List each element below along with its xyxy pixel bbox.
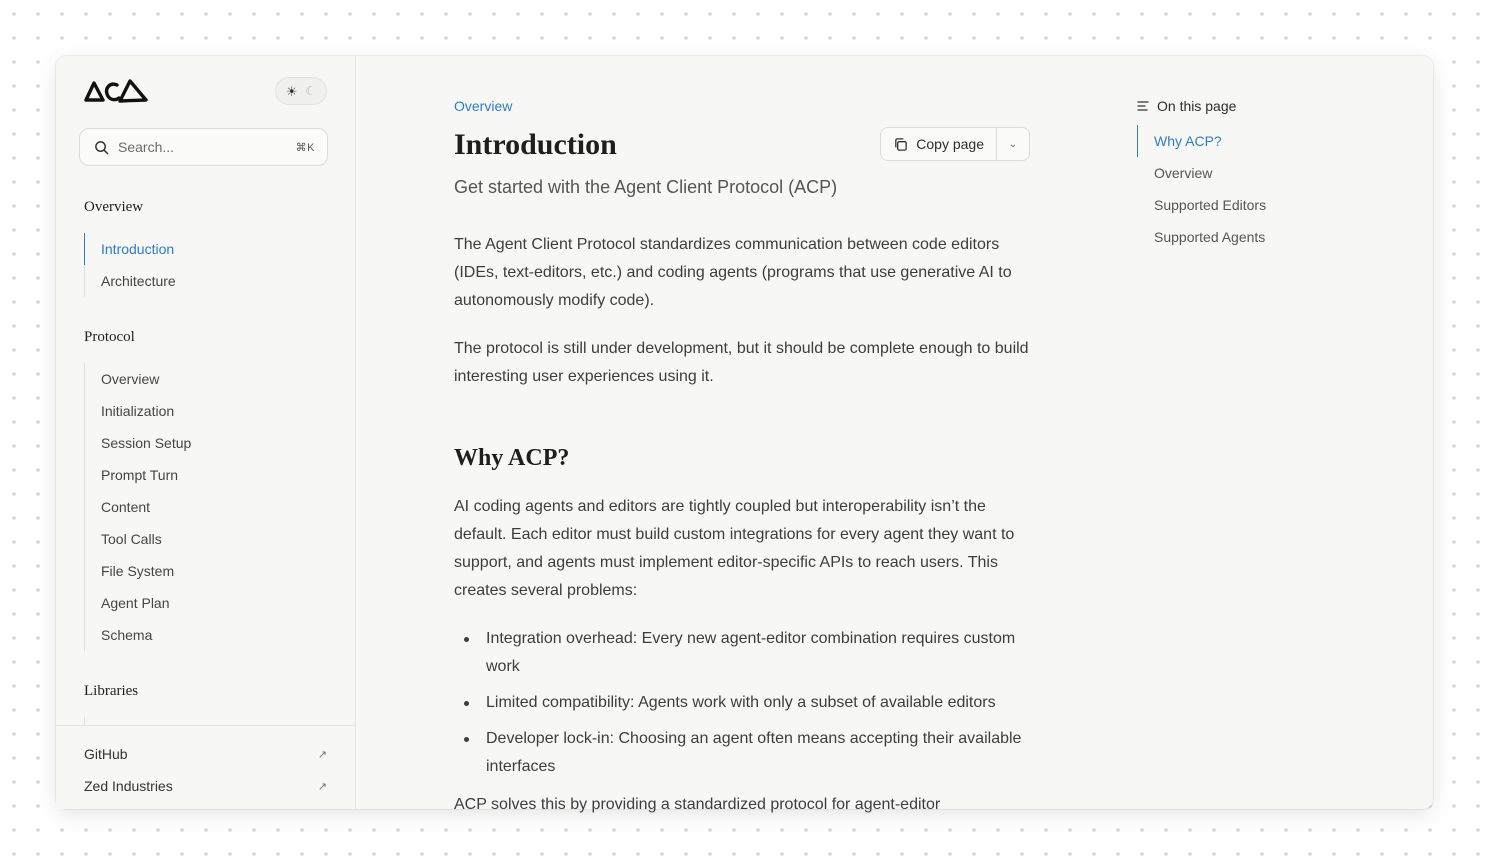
zed-industries-link-label[interactable]: Zed Industries xyxy=(84,778,173,794)
sidebar-footer xyxy=(56,725,355,809)
moon-icon[interactable]: ☾ xyxy=(305,84,317,98)
nav-group-title: Protocol xyxy=(84,329,135,345)
intro-paragraph: The Agent Client Protocol standardizes communication between code editors (IDEs, text-editors, etc.) and coding agents (programs that use generative AI to autonomously modify code). xyxy=(454,236,1012,309)
copy-page-group xyxy=(880,127,1030,161)
sidebar-nav xyxy=(84,197,334,725)
search-icon xyxy=(94,140,109,155)
title-row xyxy=(454,125,1032,165)
list-icon xyxy=(1137,100,1149,112)
nav-group-title: Libraries xyxy=(84,683,139,699)
github-link-label[interactable]: GitHub xyxy=(84,746,128,762)
status-paragraph: The protocol is still under development, but it should be complete enough to build interesting user experiences using it. xyxy=(454,340,1029,385)
list-item: Limited compatibility: Agents work with only a subset of available editors xyxy=(454,689,1032,717)
breadcrumb[interactable]: Overview xyxy=(454,98,513,114)
copy-page-button[interactable] xyxy=(881,128,997,160)
sidebar xyxy=(56,56,356,809)
toc-title xyxy=(1137,96,1337,116)
copy-options-dropdown[interactable] xyxy=(997,128,1029,160)
toc-title-label: On this page xyxy=(1157,98,1237,114)
toc-item-supported-agents[interactable]: Supported Agents xyxy=(1154,229,1266,245)
sidebar-item-initialization[interactable]: Initialization xyxy=(101,403,175,419)
toc-list xyxy=(1137,125,1337,253)
toc-item-why-acp[interactable]: Why ACP? xyxy=(1137,125,1337,157)
chevron-down-icon: ⌄ xyxy=(1008,138,1018,150)
copy-page-label[interactable]: Copy page xyxy=(916,136,984,152)
why-paragraph: AI coding agents and editors are tightly coupled but interoperability isn’t the default. Each editor must build custom integrations for every agent they want to support, and agents must implement editor-specific APIs to reach users. This creates several problems: xyxy=(454,498,1015,599)
external-arrow-icon: ↗ xyxy=(317,780,327,793)
zed-industries-link[interactable] xyxy=(84,770,327,802)
acp-logo-icon[interactable] xyxy=(83,78,149,104)
sidebar-item-schema[interactable]: Schema xyxy=(101,627,153,643)
external-arrow-icon: ↗ xyxy=(317,748,327,761)
search-shortcut: ⌘K xyxy=(295,141,315,154)
sidebar-item-agent-plan[interactable]: Agent Plan xyxy=(101,595,170,611)
toc-item-supported-editors[interactable]: Supported Editors xyxy=(1154,197,1267,213)
article xyxy=(454,96,1032,819)
sidebar-item-prompt-turn[interactable]: Prompt Turn xyxy=(101,467,179,483)
heading-why-acp: Why ACP? xyxy=(454,445,570,471)
solution-paragraph: ACP solves this by providing a standardized protocol for agent-editor xyxy=(454,796,941,813)
github-link[interactable] xyxy=(84,738,327,770)
list-item: Developer lock-in: Choosing an agent often means accepting their available interfaces xyxy=(454,725,1032,781)
copy-icon xyxy=(893,137,908,152)
theme-toggle[interactable] xyxy=(275,77,327,105)
sidebar-item-tool-calls[interactable]: Tool Calls xyxy=(101,531,162,547)
search-input[interactable] xyxy=(79,128,328,166)
sidebar-item-file-system[interactable]: File System xyxy=(101,563,175,579)
nav-group-title: Overview xyxy=(84,199,144,215)
toc-item-overview[interactable]: Overview xyxy=(1154,165,1213,181)
main-content xyxy=(356,56,1433,813)
list-item: Integration overhead: Every new agent-editor combination requires custom work xyxy=(454,625,1032,681)
sun-icon[interactable]: ☀ xyxy=(285,83,298,99)
problems-list xyxy=(454,625,1032,781)
sidebar-item-session-setup[interactable]: Session Setup xyxy=(101,435,192,451)
sidebar-item-introduction[interactable]: Introduction xyxy=(85,233,334,265)
page-subtitle: Get started with the Agent Client Protocol (ACP) xyxy=(454,177,838,197)
sidebar-item-content[interactable]: Content xyxy=(101,499,151,515)
page-title: Introduction xyxy=(454,128,617,161)
table-of-contents xyxy=(1137,96,1337,253)
nav-group-protocol xyxy=(84,327,334,651)
sidebar-item-overview[interactable]: Overview xyxy=(101,371,160,387)
sidebar-item-architecture[interactable]: Architecture xyxy=(101,273,176,289)
search-placeholder[interactable]: Search... xyxy=(118,139,175,155)
nav-group-overview xyxy=(84,197,334,297)
app-window xyxy=(56,56,1433,813)
